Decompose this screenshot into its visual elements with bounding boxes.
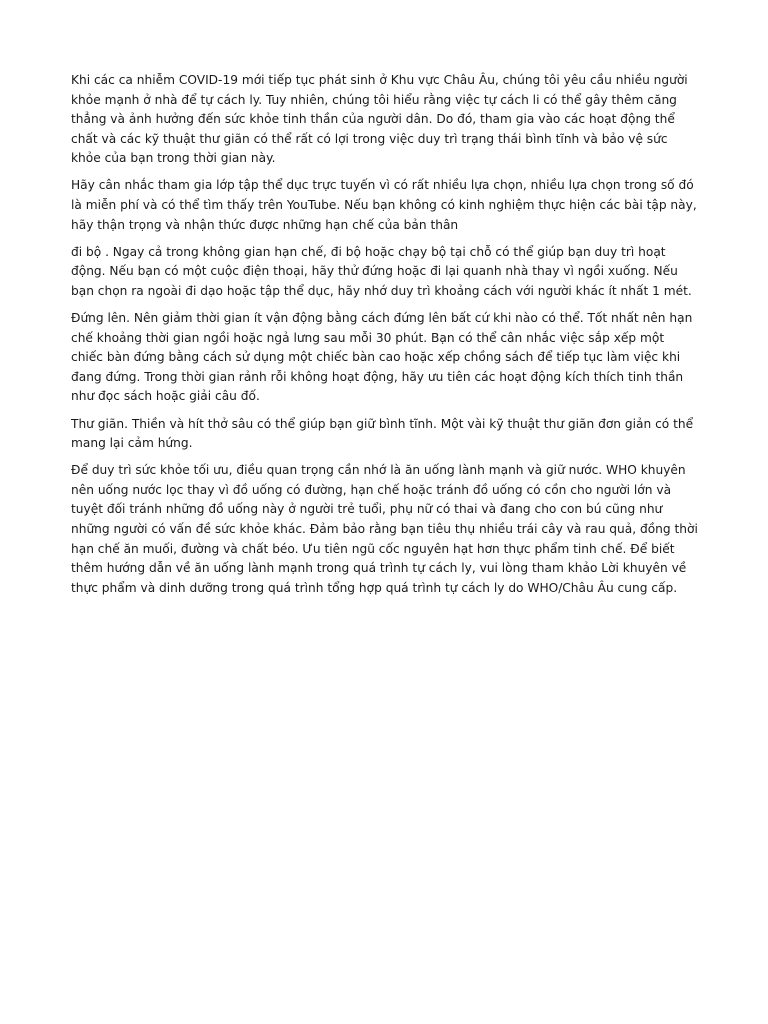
paragraph-intro: Khi các ca nhiễm COVID-19 mới tiếp tục phát sinh ở Khu vực Châu Âu, chúng tôi yêu cầu nhiều người khỏe mạnh ở nhà để tự cách ly. Tuy nhiên, chúng tôi hiểu rằng việc tự cách li có thể gây thêm căng thẳng và ảnh hưởng đến sức khỏe tinh thần của người dân. Do đó, tham gia vào các hoạt động thể chất và các kỹ thuật thư giãn có thể rất có lợi trong việc duy trì trạng thái bình tĩnh và bảo vệ sức khỏe của bạn trong thời gian này. [71,73,688,166]
paragraph-standing: Đứng lên. Nên giảm thời gian ít vận động bằng cách đứng lên bất cứ khi nào có thể. Tốt nhất nên hạn chế khoảng thời gian ngồi hoặc ngả lưng sau mỗi 30 phút. Bạn có thể cân nhắc việc sắp xếp một chiếc bàn đứng bằng cách sử dụng một chiếc bàn cao hoặc xếp chồng sách để tiếp tục làm việc khi đang đứng. Trong thời gian rảnh rỗi không hoạt động, hãy ưu tiên các hoạt động kích thích tinh thần như đọc sách hoặc giải câu đố. [71,311,693,404]
paragraph-walking: đi bộ . Ngay cả trong không gian hạn chế, đi bộ hoặc chạy bộ tại chỗ có thể giúp bạn duy trì hoạt động. Nếu bạn có một cuộc điện thoại, hãy thử đứng hoặc đi lại quanh nhà thay vì ngồi xuống. Nếu bạn chọn ra ngoài đi dạo hoặc tập thể dục, hãy nhớ duy trì khoảng cách với người khác ít nhất 1 mét. [71,244,692,298]
document-page [71,71,699,606]
paragraph-nutrition: Để duy trì sức khỏe tối ưu, điều quan trọng cần nhớ là ăn uống lành mạnh và giữ nước. WHO khuyên nên uống nước lọc thay vì đồ uống có đường, hạn chế hoặc tránh đồ uống có cồn cho người lớn và tuyệt đối tránh những đồ uống này ở người trẻ tuổi, phụ nữ có thai và đang cho con bú cũng như những người có vấn đề sức khỏe khác. Đảm bảo rằng bạn tiêu thụ nhiều trái cây và rau quả, đồng thời hạn chế ăn muối, đường và chất béo. Ưu tiên ngũ cốc nguyên hạt hơn thực phẩm tinh chế. Để biết thêm hướng dẫn về ăn uống lành mạnh trong quá trình tự cách ly, vui lòng tham khảo Lời khuyên về thực phẩm và dinh dưỡng trong quá trình tổng hợp quá trình tự cách ly do WHO/Châu Âu cung cấp. [71,463,698,595]
paragraph-relax: Thư giãn. Thiền và hít thở sâu có thể giúp bạn giữ bình tĩnh. Một vài kỹ thuật thư giãn đơn giản có thể mang lại cảm hứng. [71,416,694,451]
paragraph-online-exercise: Hãy cân nhắc tham gia lớp tập thể dục trực tuyến vì có rất nhiều lựa chọn, nhiều lựa chọn trong số đó là miễn phí và có thể tìm thấy trên YouTube. Nếu bạn không có kinh nghiệm thực hiện các bài tập này, hãy thận trọng và nhận thức được những hạn chế của bản thân [71,178,697,232]
